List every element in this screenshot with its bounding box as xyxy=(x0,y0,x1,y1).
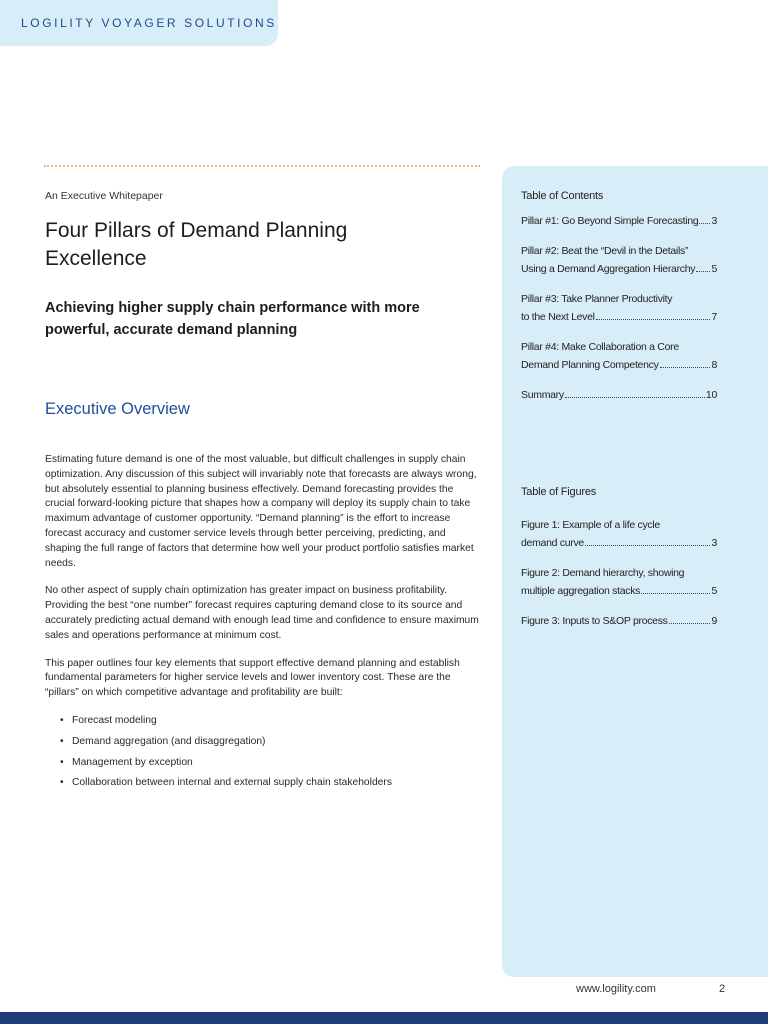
footer-bar xyxy=(0,1012,768,1024)
dot-leader xyxy=(596,319,711,320)
dot-leader xyxy=(669,623,711,624)
toc-entry-label: Pillar #3: Take Planner Productivity xyxy=(521,293,673,305)
figure-entry-label: demand curve xyxy=(521,537,584,549)
figure-entry[interactable] xyxy=(521,564,717,600)
toc-entry-label: Demand Planning Competency xyxy=(521,359,659,371)
dot-leader xyxy=(585,545,711,546)
list-item: • Demand aggregation (and disaggregation) xyxy=(45,735,483,750)
toc-entry[interactable] xyxy=(521,290,717,326)
dot-leader xyxy=(641,593,710,594)
footer-website-link[interactable]: www.logility.com xyxy=(576,983,656,995)
dot-leader xyxy=(565,397,705,398)
toc-entry[interactable] xyxy=(521,242,717,278)
dot-leader xyxy=(699,223,710,224)
toc-entry-label: Summary xyxy=(521,389,564,401)
sidebar-panel xyxy=(502,166,768,977)
list-item: • Collaboration between internal and external supply chain stakeholders xyxy=(45,776,483,791)
toc-page-number: 10 xyxy=(705,389,717,401)
document-kicker: An Executive Whitepaper xyxy=(45,190,163,202)
toc-page-number: 7 xyxy=(711,311,717,323)
dot-leader xyxy=(660,367,711,368)
body-text xyxy=(45,453,483,797)
toc-page-number: 3 xyxy=(711,215,717,227)
dot-leader xyxy=(696,271,710,272)
header-brand-tab xyxy=(0,0,278,46)
paragraph: Estimating future demand is one of the most valuable, but difficult challenges in supply chain optimization. Any discussion of this subject will invariably note that forecasts are always wrong, but absolutely essential to planning business effectively. Demand forecasting provides the crucial forward-looking picture that shapes how a company will deploy its supply chain to take maximum advantage of customer opportunity. “Demand planning” is the effort to increase forecast accuracy and customer service levels through better perceiving, predicting, and shaping the full range of factors that determine how well your product portfolio satisfies market needs. xyxy=(45,454,477,569)
pillars-list xyxy=(45,714,483,791)
figure-page-number: 5 xyxy=(711,585,717,597)
toc-entry-label: Pillar #1: Go Beyond Simple Forecasting xyxy=(521,215,699,227)
dotted-divider xyxy=(44,165,480,167)
figure-entry[interactable] xyxy=(521,516,717,552)
toc-entry-label: Using a Demand Aggregation Hierarchy xyxy=(521,263,696,275)
footer-page-number: 2 xyxy=(719,983,726,995)
document-subtitle: Achieving higher supply chain performance with more powerful, accurate demand planning xyxy=(45,300,420,338)
table-of-figures xyxy=(521,486,717,642)
toc-page-number: 5 xyxy=(711,263,717,275)
toc-page-number: 8 xyxy=(711,359,717,371)
figure-entry-label: Figure 2: Demand hierarchy, showing xyxy=(521,567,685,579)
paragraph: No other aspect of supply chain optimization has greater impact on business profitability. Providing the best “one number” forecast requires capturing demand close to its source and accurately predicting actual demand with enough lead time and confidence to ensure maximum sales and operations performance at minimum cost. xyxy=(45,585,479,641)
toc-heading: Table of Contents xyxy=(521,190,604,202)
figure-entry[interactable] xyxy=(521,612,717,630)
brand-name: LOGILITY VOYAGER SOLUTIONS xyxy=(21,16,277,30)
table-of-contents xyxy=(521,190,717,416)
list-item: • Management by exception xyxy=(45,756,483,771)
toc-entry[interactable] xyxy=(521,212,717,230)
figure-page-number: 9 xyxy=(711,615,717,627)
figures-heading: Table of Figures xyxy=(521,486,597,498)
toc-entry[interactable] xyxy=(521,338,717,374)
toc-entry-label: Pillar #2: Beat the “Devil in the Details” xyxy=(521,245,689,257)
figure-entry-label: multiple aggregation stacks xyxy=(521,585,641,597)
section-heading: Executive Overview xyxy=(45,400,190,418)
toc-entry-label: to the Next Level xyxy=(521,311,595,323)
list-item: • Forecast modeling xyxy=(45,714,483,729)
paragraph: This paper outlines four key elements that support effective demand planning and establish fundamental parameters for higher service levels and lower inventory cost. These are the “pillars” on which competitive advantage and profitability are built: xyxy=(45,657,460,699)
document-title: Four Pillars of Demand Planning Excellence xyxy=(45,219,348,270)
toc-entry[interactable] xyxy=(521,386,717,404)
figure-entry-label: Figure 3: Inputs to S&OP process xyxy=(521,615,668,627)
toc-entry-label: Pillar #4: Make Collaboration a Core xyxy=(521,341,679,353)
figure-page-number: 3 xyxy=(711,537,717,549)
figure-entry-label: Figure 1: Example of a life cycle xyxy=(521,519,660,531)
